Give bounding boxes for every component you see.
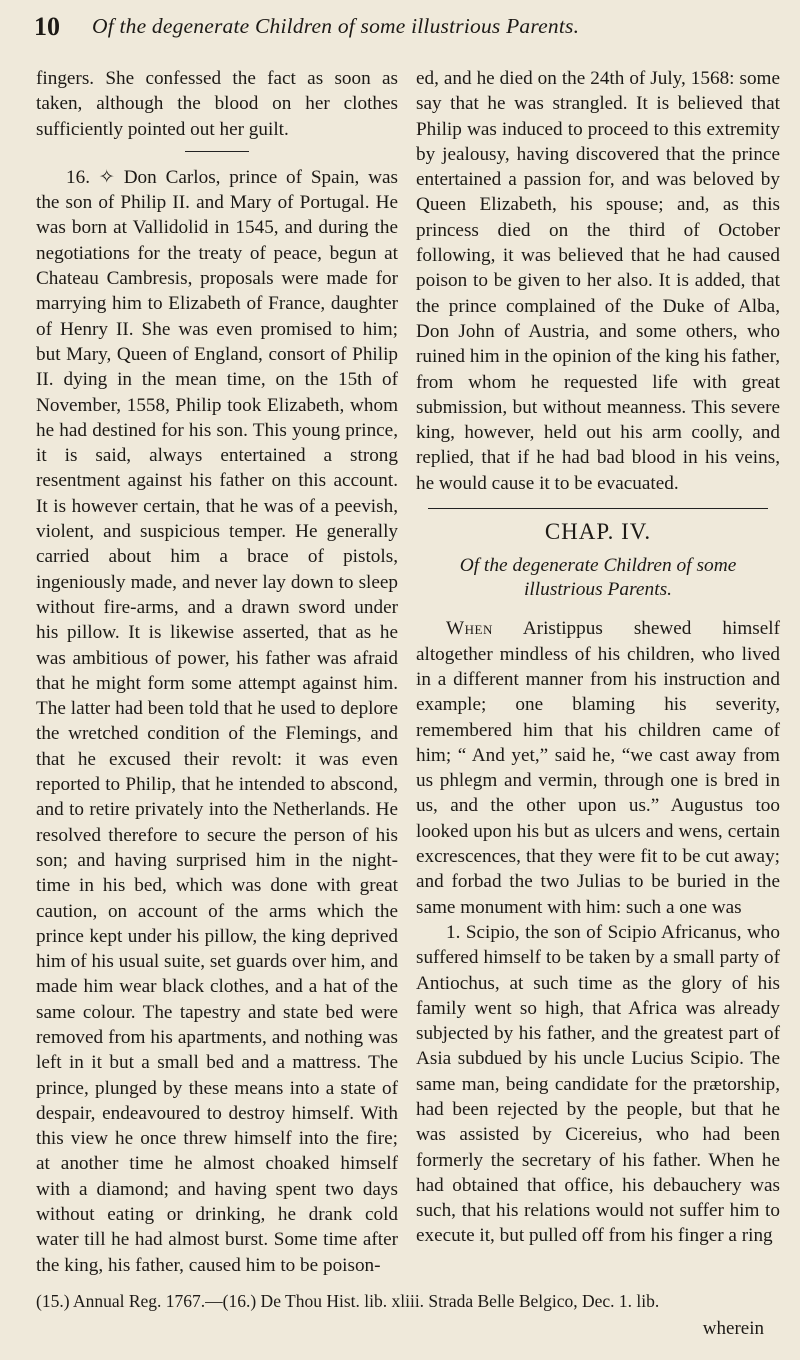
catchword: wherein — [702, 1318, 764, 1339]
paragraph-continued: ed, and he died on the 24th of July, 1568: some say that he was strangled. It is believed that Philip was induced to proceed to this extremity by jealousy, having discovered that the prince entertained a passion for, and was beloved by Queen Elizabeth, his spouse; and, as this princess died on the third of October following, it was believed that he had caused poison to be given to her also. It is added, that the prince complained of the Duke of Alba, Don John of Austria, and some others, who ruined him in the opinion of the king his father, from whom he requested life with great submission, but without meanness. This severe king, however, held out his arm coolly, and replied, that if he had bad blood in his veins, he would cause it to be evacuated. — [416, 68, 780, 494]
chapter-subtitle: Of the degenerate Children of some illustrious Parents. — [459, 555, 737, 601]
chapter-first-word: When — [446, 618, 493, 640]
footnote: (15.) Annual Reg. 1767.—(16.) De Thou Hist. lib. xliii. Strada Belle Belgico, Dec. 1. lib. — [36, 1291, 660, 1311]
left-column — [36, 66, 398, 1278]
chapter-paragraph — [416, 616, 780, 920]
running-title: Of the degenerate Children of some illustrious Parents. — [92, 14, 580, 38]
chapter-heading: CHAP. IV. — [544, 519, 652, 545]
paragraph-1: 1. Scipio, the son of Scipio Africanus, who suffered himself to be taken by a small party of Antiochus, at such time as the glory of his family went so high, that Africa was already subjected by his father, and the greatest part of Asia subdued by his uncle Lucius Scipio. The same man, being candidate for the prætorship, had been rejected by the people, but that he was assisted by Cicereius, who had been formerly the secretary of his father. When he had obtained that office, his debauchery was such, that his relations would not suffer him to execute it, but pulled off from his finger a ring — [416, 921, 780, 1247]
page-number: 10 — [34, 12, 60, 41]
paragraph-intro: fingers. She confessed the fact as soon as taken, although the blood on her clothes sufficiently pointed out her guilt. — [36, 68, 398, 140]
chapter-divider — [428, 508, 768, 509]
right-column — [416, 66, 780, 1249]
running-head — [30, 8, 770, 48]
paragraph-16: 16. ✧ Don Carlos, prince of Spain, was the son of Philip II. and Mary of Portugal. He was born at Vallidolid in 1545, and during the negotiations for the treaty of peace, begun at Chateau Cambresis, proposals were made for marrying him to Elizabeth of France, daughter of Henry II. She was even promised to him; but Mary, Queen of England, consort of Philip II. dying in the mean time, on the 15th of November, 1558, Philip took Elizabeth, whom he had destined for his son. This young prince, it is said, always entertained a strong resentment against his father on this account. It is however certain, that he was of a peevish, violent, and suspicious temper. He generally carried about him a brace of pistols, ingeniously made, and never lay down to sleep without fire-arms, and a drawn sword under his pillow. It is likewise asserted, that as he was ambitious of power, his father was afraid that he might form some attempt against him. The latter had been told that he used to deplore the wretched condition of the Flemings, and that he excused their revolt: it was even reported to Philip, that he intended to abscond, and to retire privately into the Netherlands. He resolved therefore to secure the person of his son; and having surprised him in the night-time in his bed, which was done with great caution, on account of the arms which the prince kept under his pillow, the king deprived him of his usual suite, set guards over him, and made him wear black clothes, and a hat of the same colour. The tapestry and state bed were removed from his apartments, and nothing was left in it but a small bed and a mattress. The prince, plunged by these means into a state of despair, endeavoured to destroy himself. With this view he once threw himself into the fire; at another time he almost choaked himself with a diamond; and having spent two days without eating or drinking, he drank cold water till he had almost burst. Some time after the king, his father, caused him to be poison- — [36, 166, 398, 1276]
chapter-paragraph-text: Aristippus shewed himself altogether mindless of his children, who lived in a different manner from his instruction and example; one blaming his severity, remembered him that his children came of him; “ And yet,” said he, “we cast away from us phlegm and vermin, through one is bred in us, and the other upon us.” Augustus too looked upon his but as ulcers and wens, certain excrescences, that they were fit to be cut away; and forbad the two Julias to be buried in the same monument with him: such a one was — [416, 618, 780, 918]
section-divider — [185, 151, 249, 152]
